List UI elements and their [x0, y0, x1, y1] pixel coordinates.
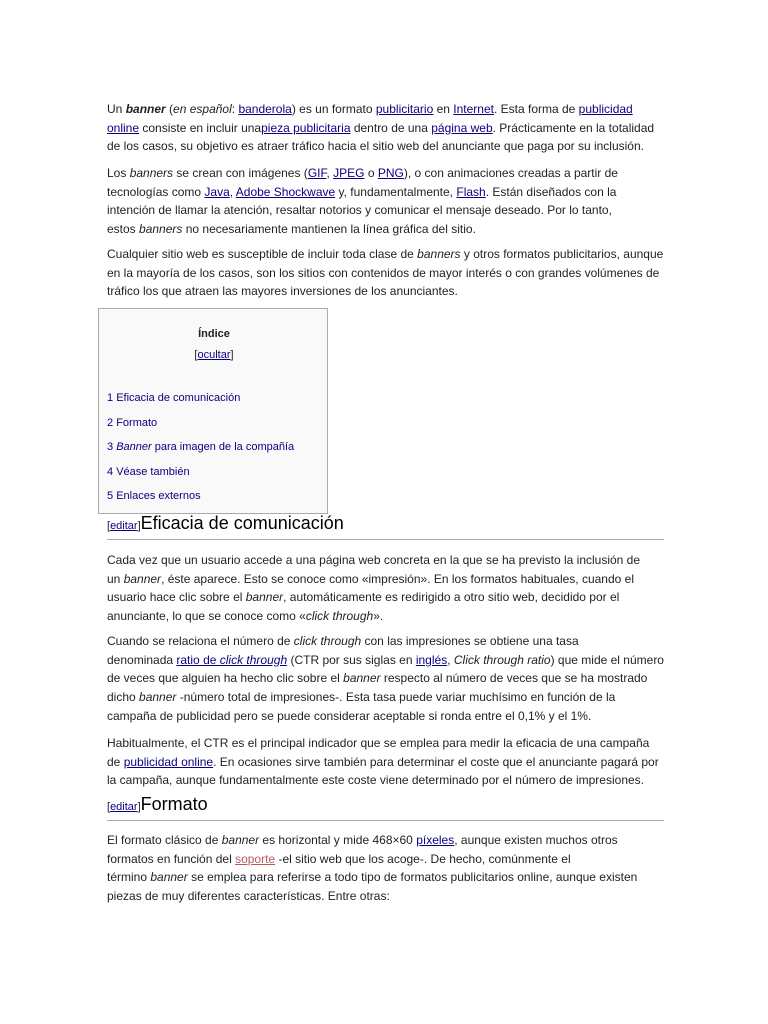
- toc-list: [107, 391, 294, 514]
- eficacia-paragraph-1: Cada vez que un usuario accede a una página web concreta en la que se ha previsto la inclusión de un banner, éste aparece. Esto se conoce como «impresión». En los formatos habituales, cuando el usuario hace clic sobre el banner, automáticamente es redirigido a otro sitio web, decidido por el anunciante, lo que se conoce como «click through».: [107, 553, 641, 624]
- toc-title: Índice: [198, 328, 230, 340]
- table-of-contents: [98, 308, 328, 514]
- toc-item-banner-imagen[interactable]: 3 Banner para imagen de la compañía: [107, 441, 295, 454]
- link-gif[interactable]: GIF: [307, 166, 327, 180]
- toc-hide-link[interactable]: ocultar: [197, 349, 231, 361]
- link-png[interactable]: PNG: [377, 166, 404, 180]
- link-internet[interactable]: Internet: [453, 102, 494, 116]
- link-publicitario[interactable]: publicitario: [375, 102, 434, 116]
- toc-item-formato[interactable]: 2 Formato: [107, 416, 158, 429]
- toc-item-vease-tambien[interactable]: 4 Véase también: [107, 465, 190, 478]
- intro-paragraph-1: Un banner (en español: banderola) es un formato publicitario en Internet. Esta forma de publicidad online consiste en incluir unapieza publicitaria dentro de una página web. Prácticamente en la totalidad de los casos, su objetivo es atraer tráfico hacia el sitio web del anunciante que paga por su inclusión.: [107, 102, 655, 154]
- link-banderola[interactable]: banderola: [238, 102, 292, 116]
- link-java[interactable]: Java: [204, 184, 230, 199]
- edit-link-eficacia[interactable]: editar: [110, 520, 138, 532]
- toc-toggle: [ocultar]: [194, 349, 234, 361]
- section-title: Eficacia de comunicación: [140, 513, 344, 533]
- link-pieza-publicitaria[interactable]: pieza publicitaria: [261, 120, 351, 135]
- edit-section-link: [editar]: [107, 801, 141, 813]
- link-ratio-click-through[interactable]: ratio de click through: [176, 652, 288, 667]
- formato-paragraph-1: El formato clásico de banner es horizontal y mide 468×60 píxeles, aunque existen muchos otros formatos en función del soporte -el sitio web que los acoge-. De hecho, comúnmente el término banner se emplea para referirse a todo tipo de formatos publicitarios online, aunque existen piezas de muy diferentes características. Entre otras:: [107, 833, 638, 904]
- toc-item-enlaces-externos[interactable]: 5 Enlaces externos: [107, 490, 201, 503]
- intro-paragraph-2: Los banners se crean con imágenes (GIF, JPEG o PNG), o con animaciones creadas a partir de tecnologías como Java, Adobe Shockwave y, fundamentalmente, Flash. Están diseñados con la intención de llamar la atención, resaltar notorios y comunicar el mensaje deseado. Por lo tanto, estos banners no necesariamente mantienen la línea gráfica del sitio.: [107, 166, 618, 237]
- intro-paragraph-3: Cualquier sitio web es susceptible de incluir toda clase de banners y otros formatos publicitarios, aunque en la mayoría de los casos, son los sitios con contenidos de mayor interés o con grandes volúmenes de tráfico los que atraen las mayores inversiones de los anunciantes.: [107, 247, 664, 299]
- link-adobe-shockwave[interactable]: Adobe Shockwave: [235, 184, 336, 199]
- section-title: Formato: [140, 794, 208, 814]
- edit-section-link: [editar]: [107, 520, 141, 532]
- link-pixeles[interactable]: píxeles: [416, 833, 455, 847]
- eficacia-paragraph-3: Habitualmente, el CTR es el principal indicador que se emplea para medir la eficacia de una campaña de publicidad online. En ocasiones sirve también para determinar el coste que el anunciante pagará por la campaña, aunque fundamentalmente este coste viene determinado por el número de impresiones.: [107, 736, 659, 788]
- eficacia-paragraph-2: Cuando se relaciona el número de click through con las impresiones se obtiene una tasa denominada ratio de click through (CTR por sus siglas en inglés, Click through ratio) que mide el número de veces que alguien ha hecho clic sobre el banner respecto al número de veces que se ha mostrado dicho banner -número total de impresiones-. Esta tasa puede variar muchísimo en función de la campaña de publicidad pero se puede considerar aceptable si ronda entre el 0,1% y el 1%.: [107, 634, 664, 723]
- toc-item-eficacia[interactable]: 1 Eficacia de comunicación: [107, 392, 241, 404]
- link-ingles[interactable]: inglés: [415, 652, 448, 667]
- link-pagina-web[interactable]: página web: [431, 120, 493, 135]
- link-soporte[interactable]: soporte: [235, 851, 276, 866]
- link-flash[interactable]: Flash: [456, 184, 486, 199]
- edit-link-formato[interactable]: editar: [110, 801, 138, 813]
- section-heading-eficacia: [107, 512, 664, 540]
- link-online[interactable]: online: [107, 120, 140, 135]
- link-publicidad-online[interactable]: publicidad online: [123, 754, 214, 769]
- link-jpeg[interactable]: JPEG: [333, 166, 365, 180]
- link-publicidad[interactable]: publicidad: [578, 102, 633, 116]
- section-heading-formato: [107, 793, 664, 821]
